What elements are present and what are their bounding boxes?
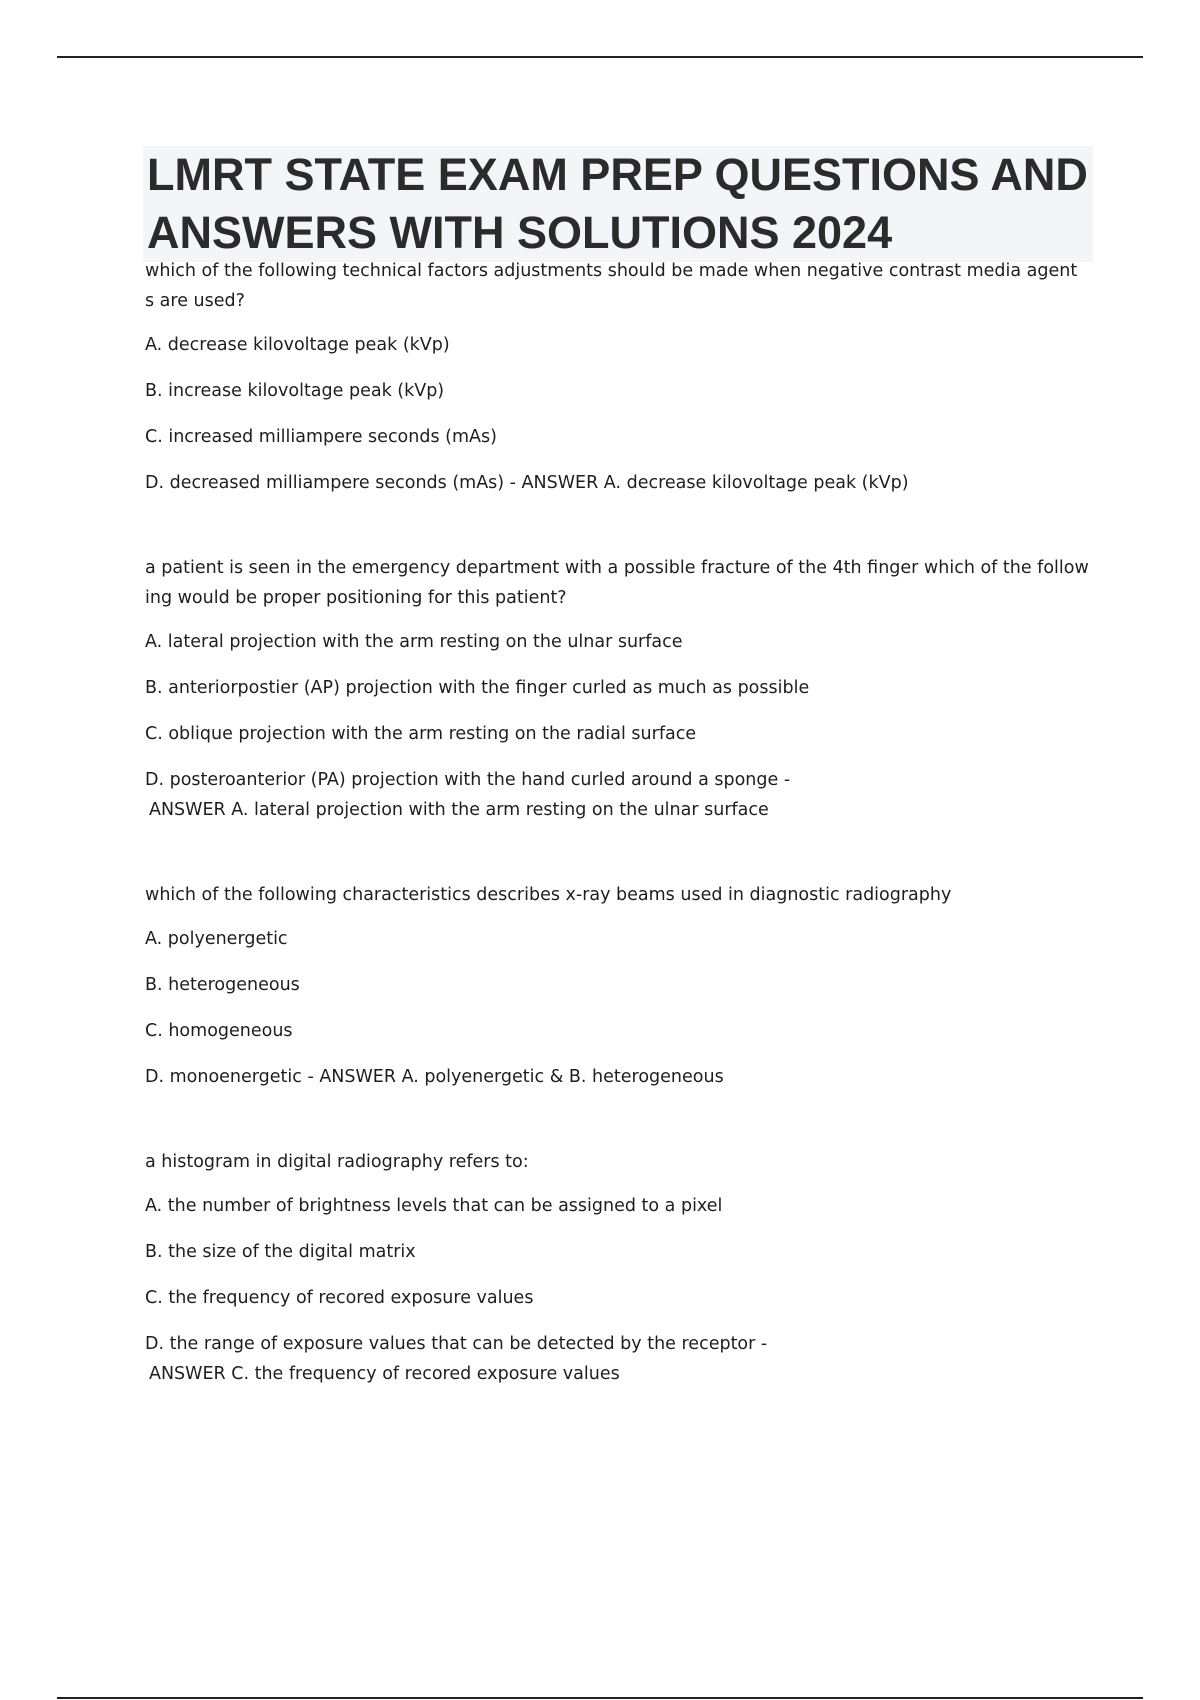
option-b: B. heterogeneous — [145, 975, 300, 995]
question-spacer — [145, 825, 1090, 880]
option-c: C. homogeneous — [145, 1021, 293, 1041]
option-c: C. the frequency of recored exposure values — [145, 1288, 534, 1308]
question-spacer — [145, 498, 1090, 553]
option-c: C. increased milliampere seconds (mAs) — [145, 427, 497, 447]
option-d-with-answer: D. monoenergetic - ANSWER A. polyenergetic & B. heterogeneous — [145, 1067, 724, 1087]
question-stem: which of the following technical factors adjustments should be made when negative contrast media agent s are used? — [145, 261, 1078, 311]
option-d — [145, 1329, 1090, 1389]
option-d — [145, 765, 1090, 825]
question-stem: a histogram in digital radiography refers to: — [145, 1152, 529, 1172]
option-c: C. oblique projection with the arm resting on the radial surface — [145, 724, 697, 744]
option-b: B. increase kilovoltage peak (kVp) — [145, 381, 445, 401]
option-a: A. decrease kilovoltage peak (kVp) — [145, 335, 450, 355]
question-1 — [145, 256, 1090, 498]
option-d-text: D. the range of exposure values that can be detected by the receptor - — [145, 1334, 768, 1354]
bottom-rule — [57, 1697, 1143, 1699]
question-stem: which of the following characteristics describes x-ray beams used in diagnostic radiography — [145, 885, 952, 905]
option-a: A. the number of brightness levels that can be assigned to a pixel — [145, 1196, 723, 1216]
question-3 — [145, 880, 1090, 1092]
option-a: A. lateral projection with the arm resting on the ulnar surface — [145, 632, 683, 652]
option-b: B. the size of the digital matrix — [145, 1242, 416, 1262]
option-d-with-answer: D. decreased milliampere seconds (mAs) - ANSWER A. decrease kilovoltage peak (kVp) — [145, 473, 909, 493]
option-a: A. polyenergetic — [145, 929, 288, 949]
document-title: LMRT STATE EXAM PREP QUESTIONS AND ANSWERS WITH SOLUTIONS 2024 — [143, 146, 1093, 262]
answer-text: ANSWER C. the frequency of recored exposure values — [149, 1364, 620, 1384]
question-4 — [145, 1147, 1090, 1389]
option-b: B. anteriorpostier (AP) projection with the finger curled as much as possible — [145, 678, 810, 698]
question-stem: a patient is seen in the emergency department with a possible fracture of the 4th finger which of the following would be proper positioning for this patient? — [145, 558, 1089, 608]
question-2 — [145, 553, 1090, 825]
answer-text: ANSWER A. lateral projection with the arm resting on the ulnar surface — [149, 800, 769, 820]
option-d-text: D. posteroanterior (PA) projection with the hand curled around a sponge - — [145, 770, 791, 790]
document-body — [145, 256, 1090, 1389]
question-spacer — [145, 1092, 1090, 1147]
top-rule — [57, 56, 1143, 58]
